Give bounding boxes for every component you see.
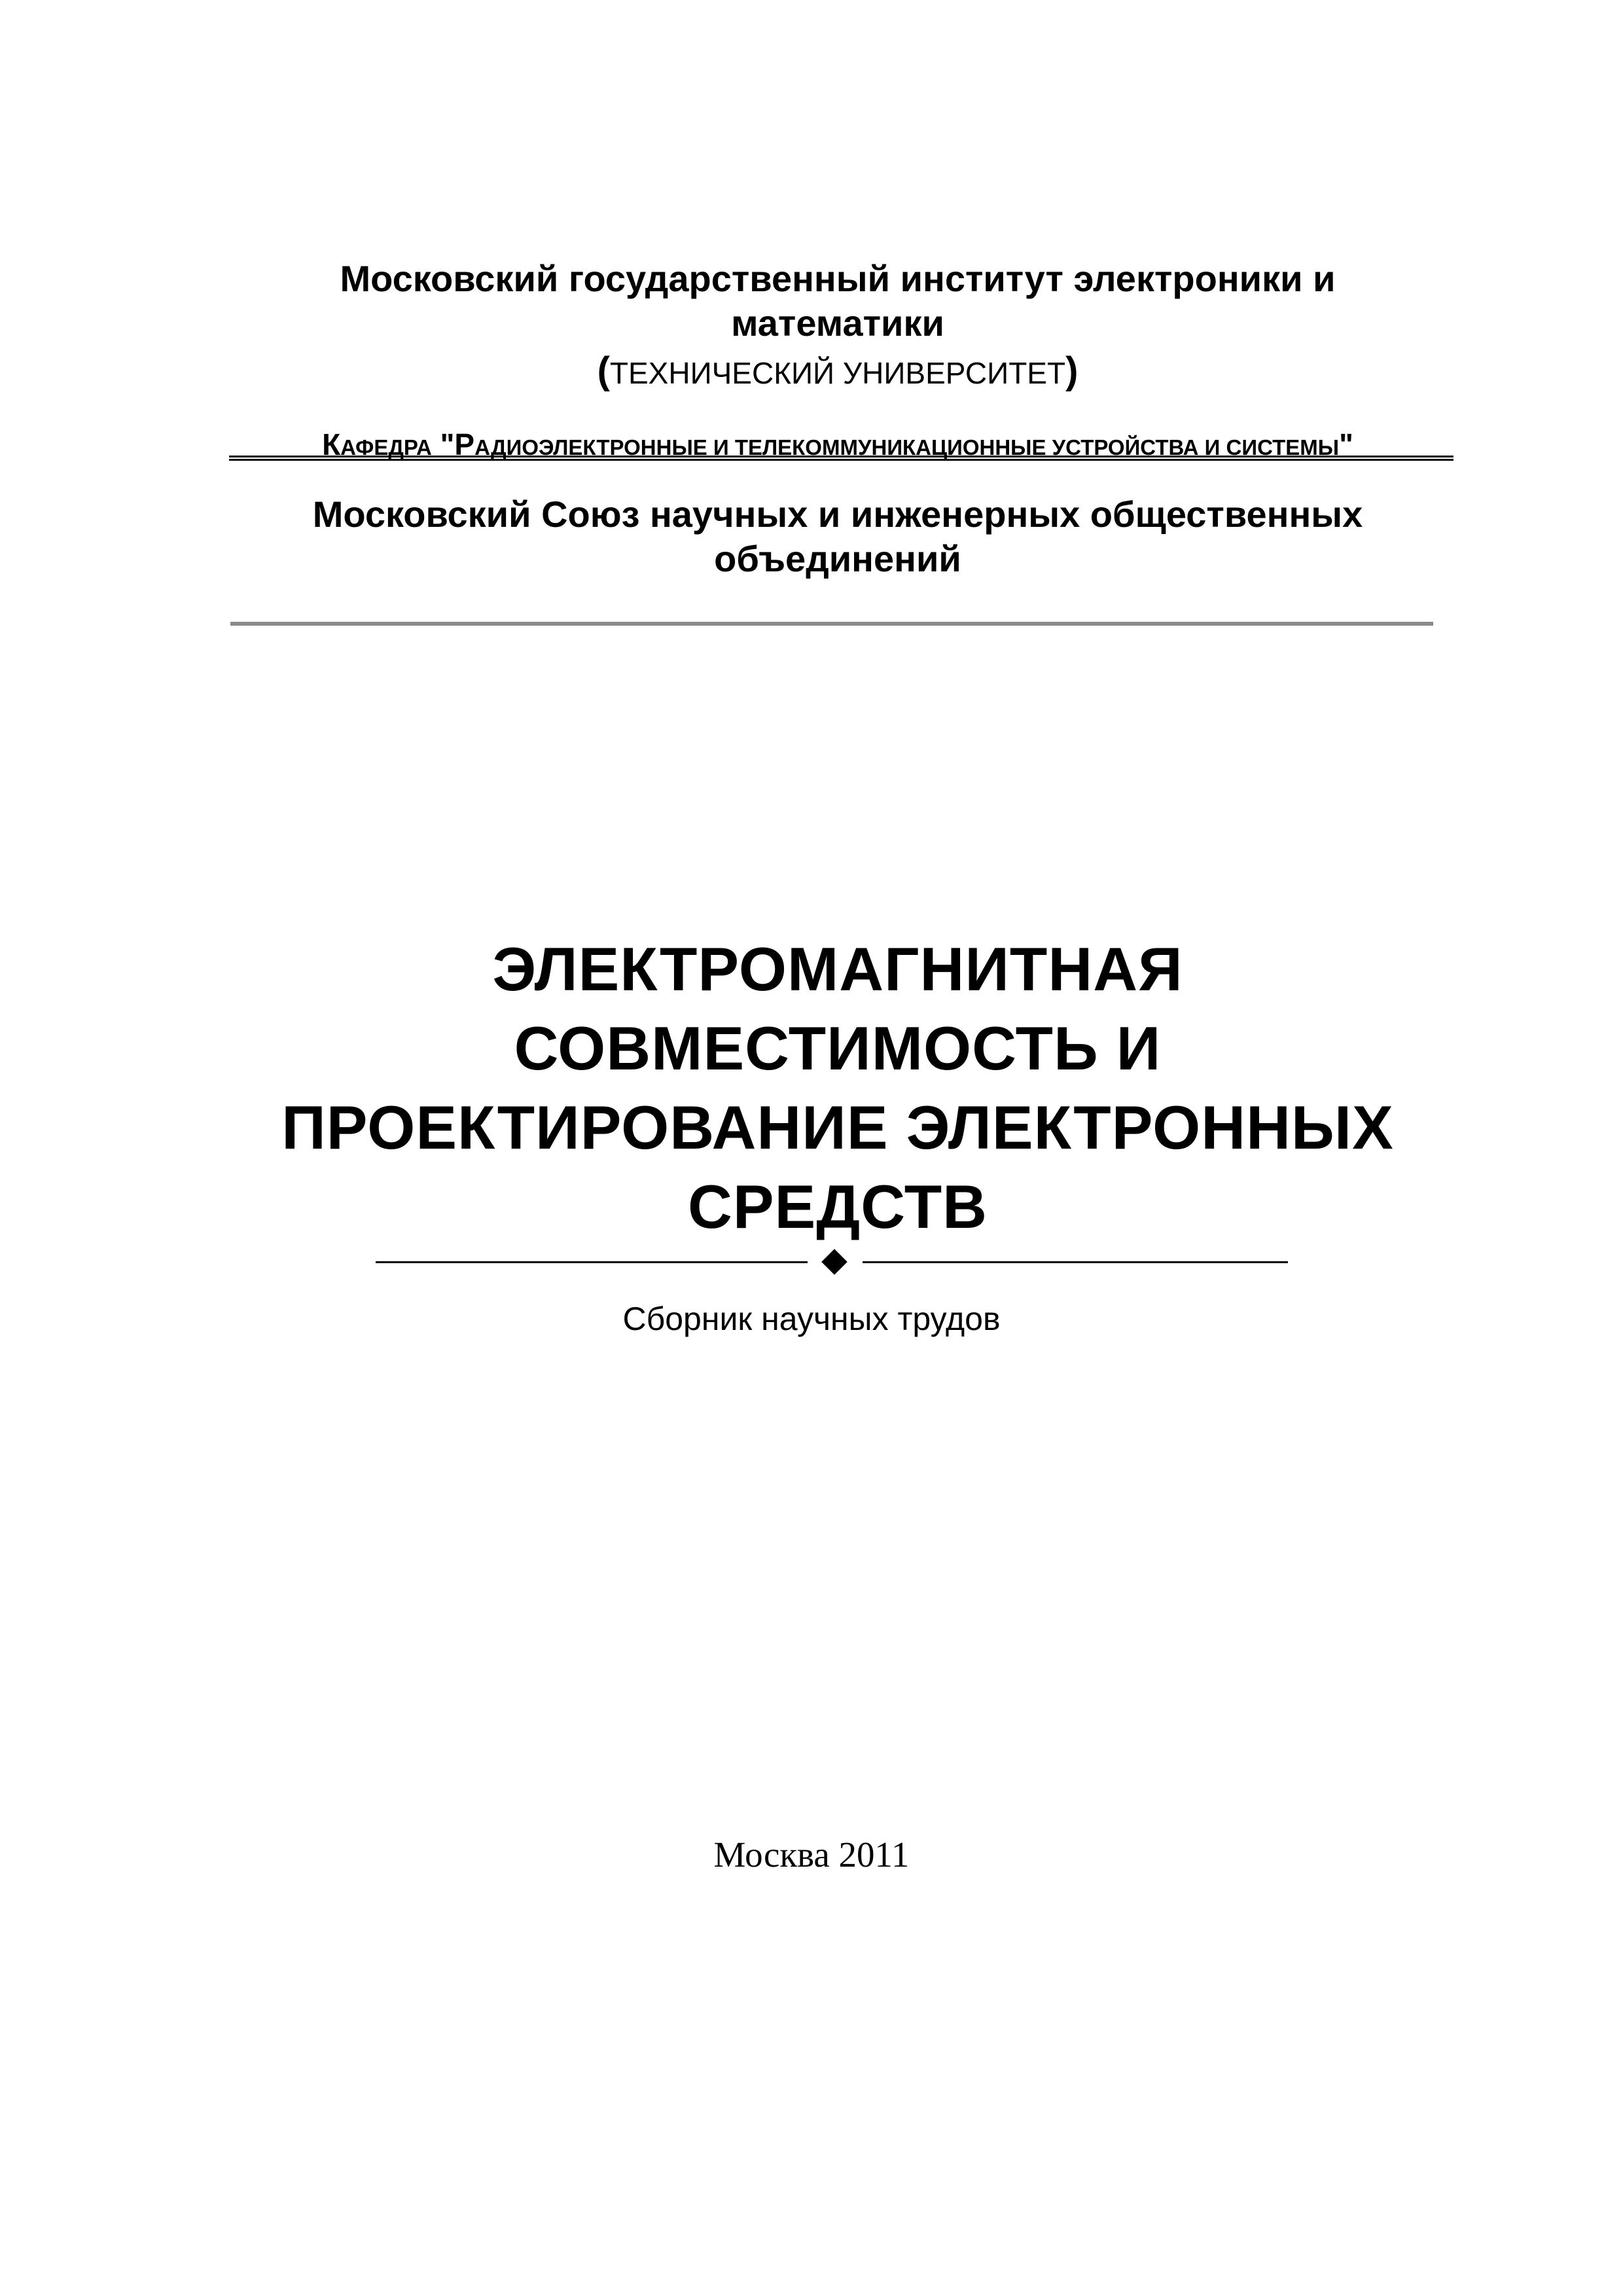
diamond-icon bbox=[821, 1249, 847, 1275]
subtitle: Сборник научных трудов bbox=[622, 1300, 1001, 1337]
union-name: Московский Союз научных и инженерных общественных объединений bbox=[312, 493, 1363, 579]
gray-rule bbox=[230, 622, 1433, 626]
ornament-divider bbox=[376, 1249, 1288, 1275]
title-line-3: ПРОЕКТИРОВАНИЕ ЭЛЕКТРОННЫХ bbox=[281, 1093, 1394, 1162]
technical-university bbox=[249, 348, 1427, 396]
dept-initial: К bbox=[322, 427, 341, 461]
dept-rest: АДИОЭЛЕКТРОННЫЕ И ТЕЛЕКОММУНИКАЦИОННЫЕ УСТРОЙСТВА И СИСТЕМЫ bbox=[474, 435, 1340, 459]
title-line-4: СРЕДСТВ bbox=[687, 1172, 988, 1241]
title-line-1: ЭЛЕКТРОМАГНИТНАЯ bbox=[492, 935, 1183, 1003]
institute-name: Московский государственный институт электроники и математики bbox=[340, 258, 1336, 344]
tu-close-paren: ) bbox=[1065, 350, 1079, 392]
title-line-2: СОВМЕСТИМОСТЬ И bbox=[514, 1014, 1162, 1083]
dept-close-quote: " bbox=[1339, 427, 1353, 461]
divider-line-left bbox=[376, 1261, 808, 1263]
book-title bbox=[196, 929, 1479, 1246]
dept-word: АФЕДРА bbox=[340, 435, 432, 459]
dept-quote-initial: "Р bbox=[431, 427, 475, 461]
double-rule bbox=[229, 456, 1454, 461]
tu-text: ТЕХНИЧЕСКИЙ УНИВЕРСИТЕТ bbox=[609, 356, 1066, 390]
tu-open-paren: ( bbox=[597, 350, 610, 392]
city-year: Москва 2011 bbox=[713, 1835, 910, 1874]
divider-line-right bbox=[863, 1261, 1288, 1263]
